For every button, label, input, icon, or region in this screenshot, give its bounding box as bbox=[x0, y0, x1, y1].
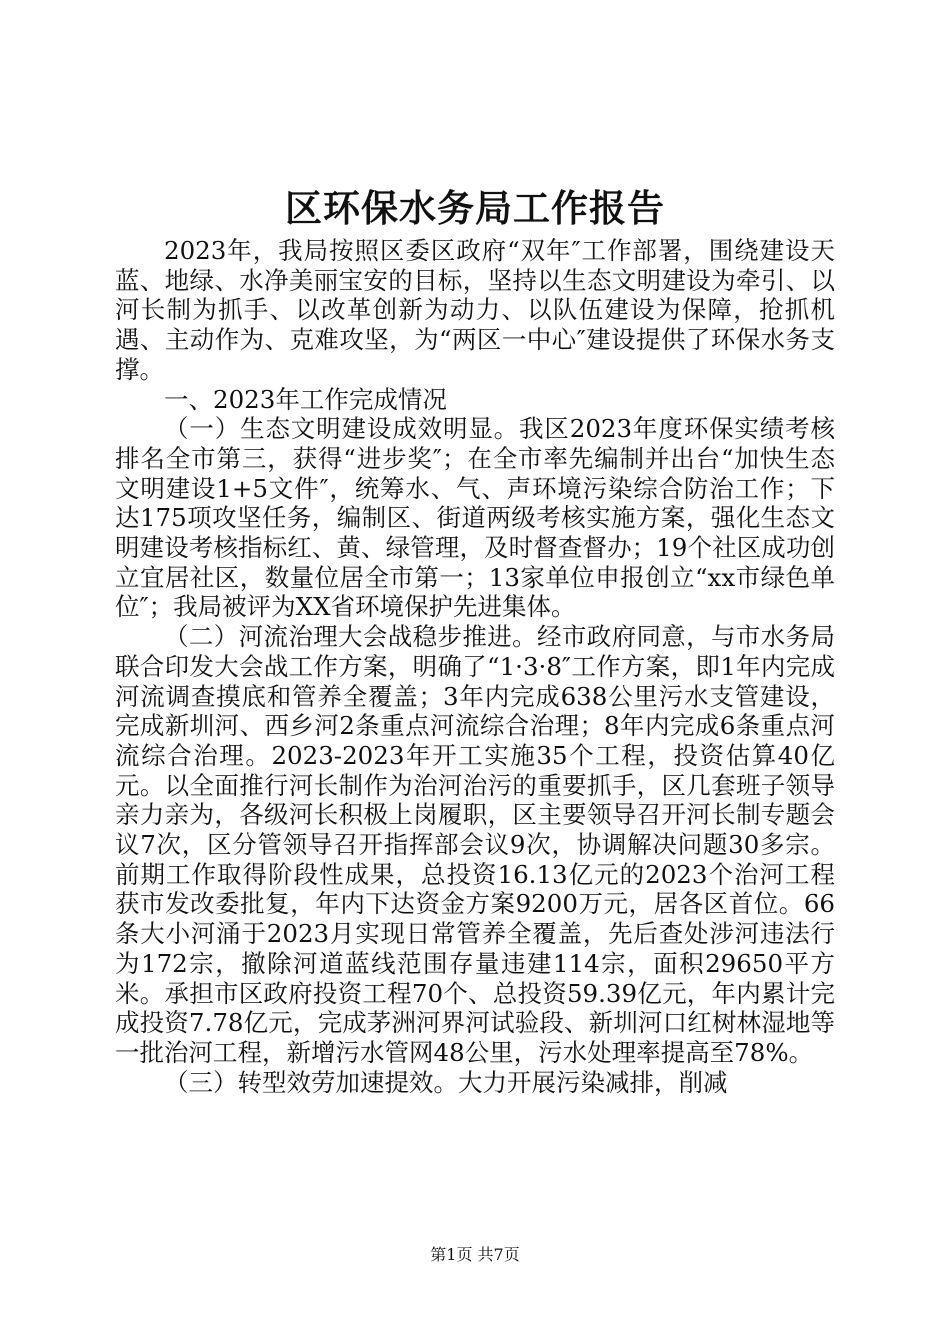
paragraph-river-governance: （二）河流治理大会战稳步推进。经市政府同意，与市水务局联合印发大会战工作方案，明确了“1·3·8″工作方案，即1年内完成河流调查摸底和管养全覆盖；3年内完成638公里污水支管建设，完成新圳河、西乡河2条重点河流综合治理；8年内完成6条重点河流综合治理。2023-2023年开工实施35个工程，投资估算40亿元。以全面推行河长制作为治河治污的重要抓手，区几套班子领导亲力亲为，各级河长积极上岗履职，区主要领导召开河长制专题会议7次，区分管领导召开指挥部会议9次，协调解决问题30多宗。前期工作取得阶段性成果，总投资16.13亿元的2023个治河工程获市发改委批复，年内下达资金方案9200万元，居各区首位。66条大小河涌于2023月实现日常管养全覆盖，先后查处涉河违法行为172宗，撤除河道蓝线范围存量违建114宗，面积29650平方米。承担市区政府投资工程70个、总投资59.39亿元，年内累计完成投资7.78亿元，完成茅洲河界河试验段、新圳河口红树林湿地等一批治河工程，新增污水管网48公里，污水处理率提高至78%。 bbox=[115, 622, 835, 1067]
document-body bbox=[115, 236, 835, 1097]
intro-paragraph: 2023年，我局按照区委区政府“双年″工作部署，围绕建设天蓝、地绿、水净美丽宝安的目标，坚持以生态文明建设为牵引、以河长制为抓手、以改革创新为动力、以队伍建设为保障，抢抓机遇、主动作为、克难攻坚，为“两区一中心″建设提供了环保水务支撑。 bbox=[115, 236, 835, 384]
page-title: 区环保水务局工作报告 bbox=[285, 186, 665, 230]
section-heading: 一、2023年工作完成情况 bbox=[164, 384, 447, 414]
page-number-footer: 第1页 共7页 bbox=[430, 1245, 520, 1264]
paragraph-transformation: （三）转型效劳加速提效。大力开展污染减排，削减 bbox=[164, 1067, 728, 1097]
paragraph-ecology: （一）生态文明建设成效明显。我区2023年度环保实绩考核排名全市第三，获得“进步奖″；在全市率先编制并出台“加快生态文明建设1+5文件″，统筹水、气、声环境污染综合防治工作；下达175项攻坚任务，编制区、街道两级考核实施方案，强化生态文明建设考核指标红、黄、绿管理，及时督查督办；19个社区成功创立宜居社区，数量位居全市第一；13家单位申报创立“xx市绿色单位″；我局被评为XX省环境保护先进集体。 bbox=[115, 414, 835, 622]
